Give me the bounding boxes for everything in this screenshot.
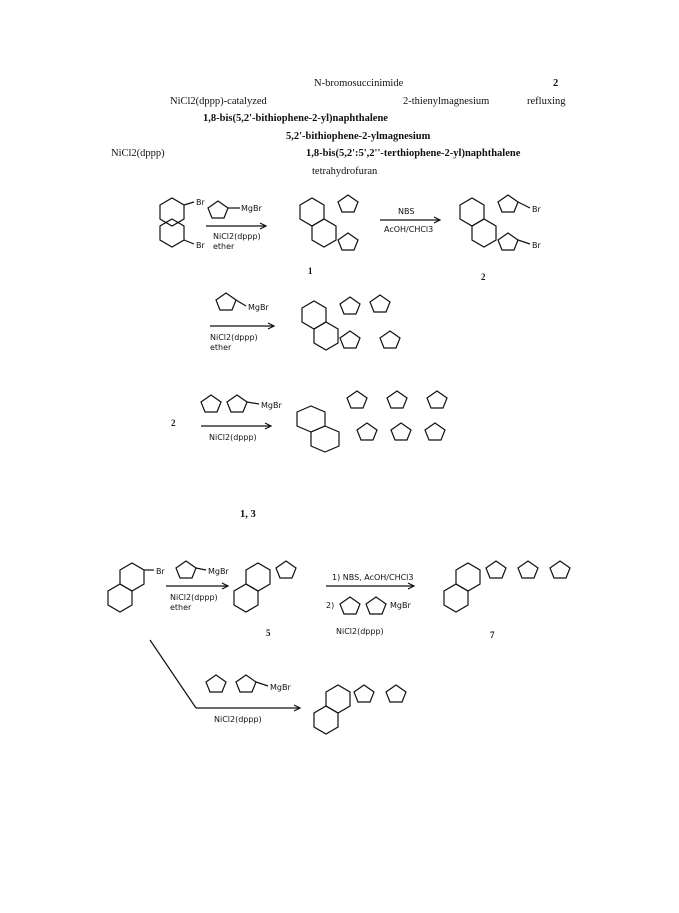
solvent: ether: [210, 343, 232, 352]
start-br-top: Br: [196, 198, 205, 207]
product-7-label: 7: [490, 630, 495, 640]
header-tetrahydrofuran: tetrahydrofuran: [312, 166, 378, 177]
catalyst: NiCl2(dppp): [214, 715, 262, 724]
solvent: ether: [170, 603, 192, 612]
header-compound-2: 2: [553, 78, 559, 89]
scheme-2: [200, 288, 430, 368]
header-bithiophene-magnesium: 5,2'-bithiophene-2-ylmagnesium: [286, 131, 431, 142]
header-nbs-full: N-bromosuccinimide: [314, 78, 404, 89]
product-5-label: 5: [266, 628, 271, 638]
product-2-br-b: Br: [532, 241, 541, 250]
catalyst: NiCl2(dppp): [210, 333, 258, 342]
header-ni-catalyzed: NiCl2(dppp)-catalyzed: [170, 96, 267, 107]
catalyst: NiCl2(dppp): [213, 232, 261, 241]
reagent-mgbr: MgBr: [270, 683, 291, 692]
step-2-catalyst: NiCl2(dppp): [336, 627, 384, 636]
reagent-mgbr: MgBr: [248, 303, 269, 312]
header-bithiophene-naphthalene: 1,8-bis(5,2'-bithiophene-2-yl)naphthalene: [203, 113, 388, 124]
step-2-prefix: 2): [326, 601, 335, 610]
header-nicl2: NiCl2(dppp): [111, 148, 165, 159]
header-thienyl-magnesium: 2-thienylmagnesium: [403, 96, 490, 107]
nbs-label: NBS: [398, 207, 415, 216]
step-2-reagent: MgBr: [390, 601, 411, 610]
product-2-br-a: Br: [532, 205, 541, 214]
solvent: ether: [213, 242, 235, 251]
compounds-1-3-label: 1, 3: [240, 509, 256, 520]
step-1: 1) NBS, AcOH/CHCl3: [332, 573, 414, 582]
reagent-mgbr: MgBr: [261, 401, 282, 410]
catalyst: NiCl2(dppp): [170, 593, 218, 602]
scheme-5: [140, 636, 440, 746]
start-br: Br: [156, 567, 165, 576]
start-label-2: 2: [171, 418, 176, 428]
product-1-label: 1: [308, 266, 313, 276]
reagent-mgbr: MgBr: [241, 204, 262, 213]
header-terthiophene-naphthalene: 1,8-bis(5,2':5',2''-terthiophene-2-yl)naphthalene: [306, 148, 521, 159]
scheme-1: [140, 190, 560, 290]
nbs-solvent: AcOH/CHCl3: [384, 225, 434, 234]
catalyst: NiCl2(dppp): [209, 433, 257, 442]
header-refluxing: refluxing: [527, 96, 566, 107]
start-br-bottom: Br: [196, 241, 205, 250]
scheme-3: [165, 382, 465, 462]
reagent-mgbr: MgBr: [208, 567, 229, 576]
product-2-label: 2: [481, 272, 486, 282]
